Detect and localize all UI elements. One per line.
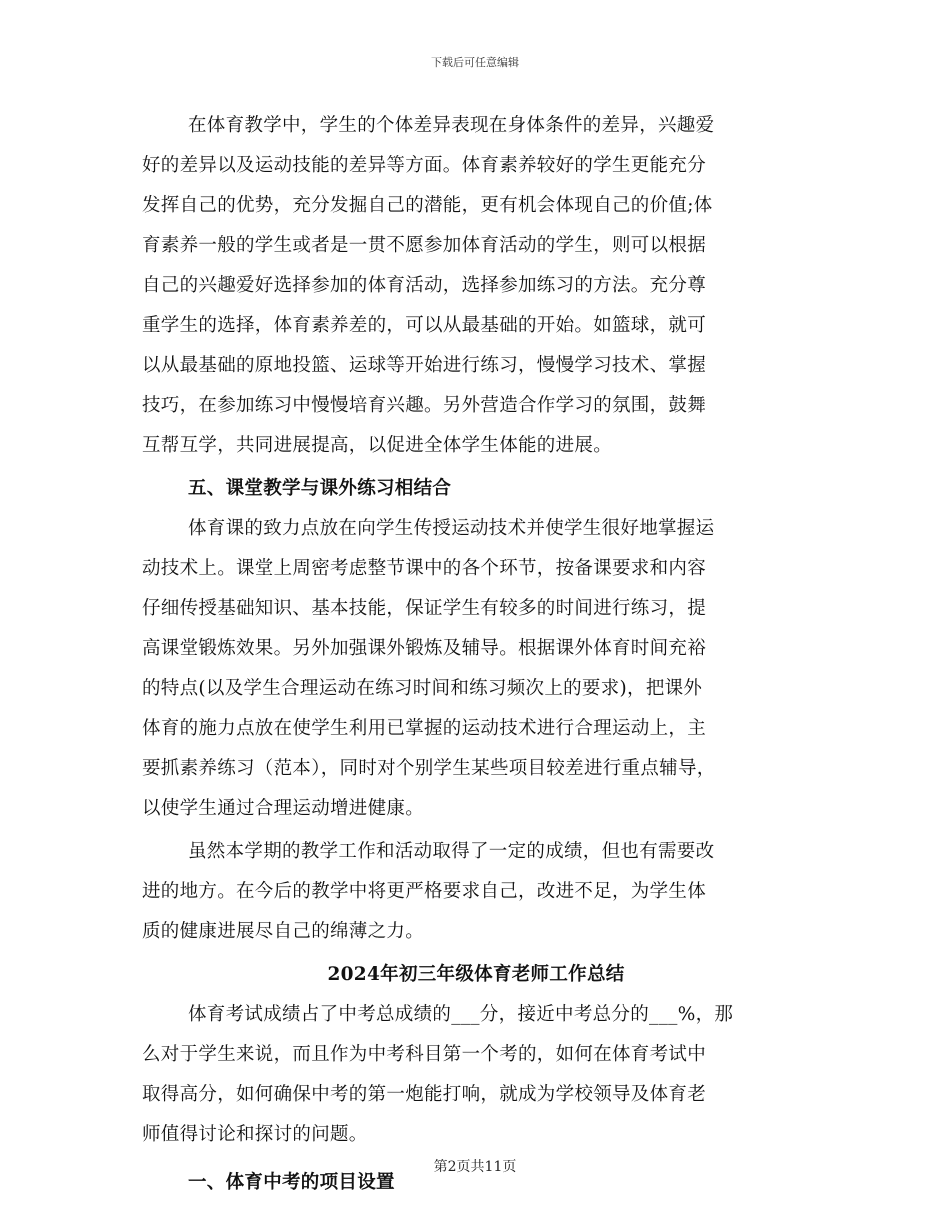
text-line: 取得高分，如何确保中考的第一炮能打响，就成为学校领导及体育老 [142, 1084, 707, 1105]
text-line: 在体育教学中，学生的个体差异表现在身体条件的差异，兴趣爱 [188, 115, 715, 136]
section-heading-5: 五、课堂教学与课外练习相结合 [188, 478, 452, 499]
text-line: 仔细传授基础知识、基本技能，保证学生有较多的时间进行练习，提 [142, 598, 707, 619]
text-line: 体育考试成绩占了中考总成绩的___分，接近中考总分的___%，那 [188, 1004, 734, 1025]
paragraph-classroom-practice [142, 509, 810, 829]
text-line: 要抓素养练习（范本），同时对个别学生某些项目较差进行重点辅导， [142, 758, 716, 779]
text-line: 进的地方。在今后的教学中将更严格要求自己，改进不足，为学生体 [142, 881, 707, 902]
paragraph-individual-differences [142, 106, 810, 466]
text-line: 体育的施力点放在使学生利用已掌握的运动技术进行合理运动上，主 [142, 718, 707, 739]
text-line: 质的健康进展尽自己的绵薄之力。 [142, 921, 425, 942]
text-line: 发挥自己的优势，充分发掘自己的潜能，更有机会体现自己的价值;体 [142, 195, 713, 216]
section-heading-1: 一、体育中考的项目设置 [188, 1172, 395, 1193]
text-line: 高课堂锻炼效果。另外加强课外锻炼及辅导。根据课外体育时间充裕 [142, 638, 707, 659]
paragraph-conclusion [142, 832, 810, 952]
document-title: 2024年初三年级体育老师工作总结 [327, 964, 625, 985]
text-line: 师值得讨论和探讨的问题。 [142, 1124, 368, 1145]
text-line: 育素养一般的学生或者是一贯不愿参加体育活动的学生，则可以根据 [142, 235, 707, 256]
text-line: 动技术上。课堂上周密考虑整节课中的各个环节，按备课要求和内容 [142, 558, 707, 579]
document-body [142, 106, 810, 1203]
page-footer: 第2页共11页 [433, 1159, 517, 1175]
text-line: 互帮互学，共同进展提高，以促进全体学生体能的进展。 [142, 435, 613, 456]
paragraph-exam-intro [142, 995, 810, 1155]
text-line: 自己的兴趣爱好选择参加的体育活动，选择参加练习的方法。充分尊 [142, 275, 707, 296]
text-line: 虽然本学期的教学工作和活动取得了一定的成绩，但也有需要改 [188, 841, 715, 862]
page-header: 下载后可任意编辑 [431, 56, 519, 69]
text-line: 以从最基础的原地投篮、运球等开始进行练习，慢慢学习技术、掌握 [142, 355, 707, 376]
text-line: 好的差异以及运动技能的差异等方面。体育素养较好的学生更能充分 [142, 155, 707, 176]
text-line: 么对于学生来说，而且作为中考科目第一个考的，如何在体育考试中 [142, 1044, 707, 1065]
text-line: 的特点(以及学生合理运动在练习时间和练习频次上的要求)，把课外 [142, 678, 703, 699]
text-line: 体育课的致力点放在向学生传授运动技术并使学生很好地掌握运 [188, 518, 715, 539]
text-line: 技巧，在参加练习中慢慢培育兴趣。另外营造合作学习的氛围，鼓舞 [142, 395, 707, 416]
text-line: 以使学生通过合理运动增进健康。 [142, 798, 425, 819]
text-line: 重学生的选择，体育素养差的，可以从最基础的开始。如篮球，就可 [142, 315, 707, 336]
